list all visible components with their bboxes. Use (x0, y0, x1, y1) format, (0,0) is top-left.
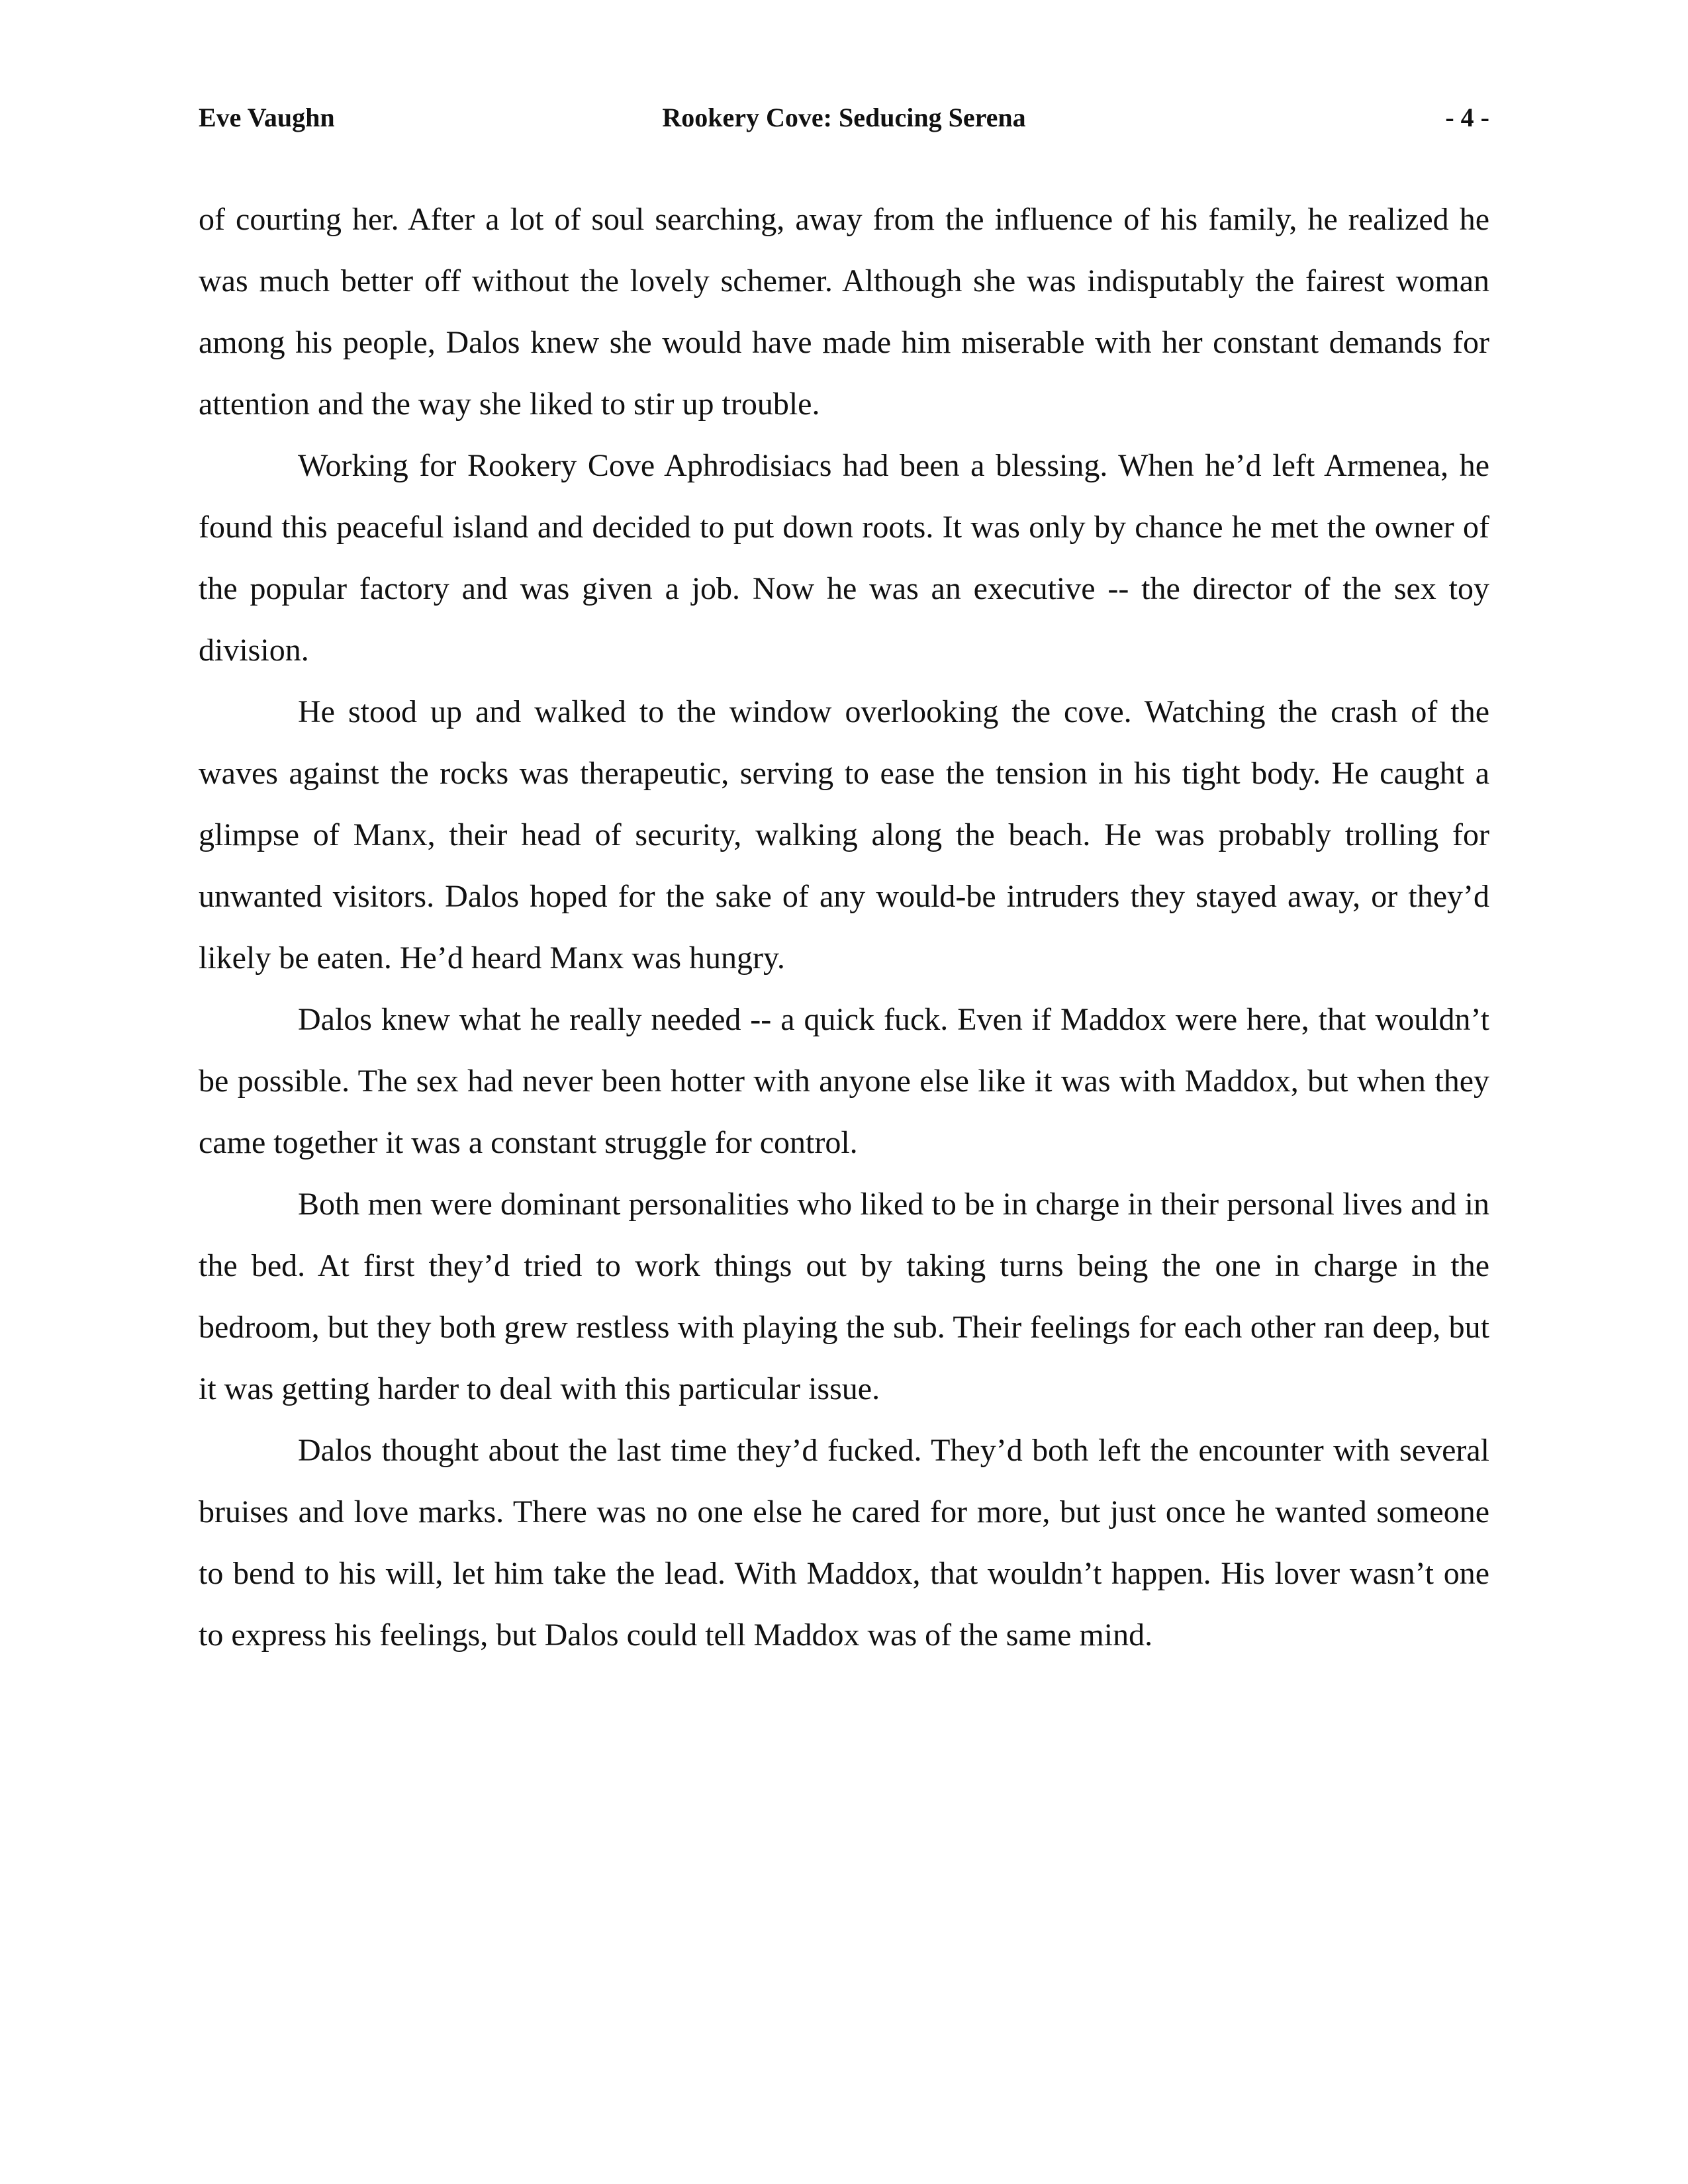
paragraph: Both men were dominant personalities who liked to be in charge in their personal lives and in the bed. At first they’d tried to work things out by taking turns being the one in charge in the bedroom, but they both grew restless with playing the sub. Their feelings for each other ran deep, but it was getting harder to deal with this particular issue. (199, 1187, 1489, 1406)
paragraph: Working for Rookery Cove Aphrodisiacs had been a blessing. When he’d left Armenea, he found this peaceful island and decided to put down roots. It was only by chance he met the owner of the popular factory and was given a job. Now he was an executive -- the director of the sex toy division. (199, 448, 1489, 668)
header-author: Eve Vaughn (199, 103, 335, 132)
paragraph-continued: of courting her. After a lot of soul searching, away from the influence of his family, he realized he was much better off without the lovely schemer. Although she was indisputably the fairest woman among his people, Dalos knew she would have made him miserable with her constant demands for attention and the way she liked to stir up trouble. (199, 202, 1489, 422)
body-text (199, 189, 1489, 1666)
header-book-title: Rookery Cove: Seducing Serena (662, 103, 1026, 132)
running-header (199, 98, 1489, 138)
paragraph: Dalos thought about the last time they’d fucked. They’d both left the encounter with several bruises and love marks. There was no one else he cared for more, but just once he wanted someone to bend to his will, let him take the lead. With Maddox, that wouldn’t happen. His lover wasn’t one to express his feelings, but Dalos could tell Maddox was of the same mind. (199, 1433, 1489, 1653)
paragraph: Dalos knew what he really needed -- a quick fuck. Even if Maddox were here, that wouldn’t be possible. The sex had never been hotter with anyone else like it was with Maddox, but when they came together it was a constant struggle for control. (199, 1002, 1489, 1160)
paragraph: He stood up and walked to the window overlooking the cove. Watching the crash of the waves against the rocks was therapeutic, serving to ease the tension in his tight body. He caught a glimpse of Manx, their head of security, walking along the beach. He was probably trolling for unwanted visitors. Dalos hoped for the sake of any would-be intruders they stayed away, or they’d likely be eaten. He’d heard Manx was hungry. (199, 694, 1489, 976)
header-page-number: - 4 - (1445, 103, 1489, 132)
